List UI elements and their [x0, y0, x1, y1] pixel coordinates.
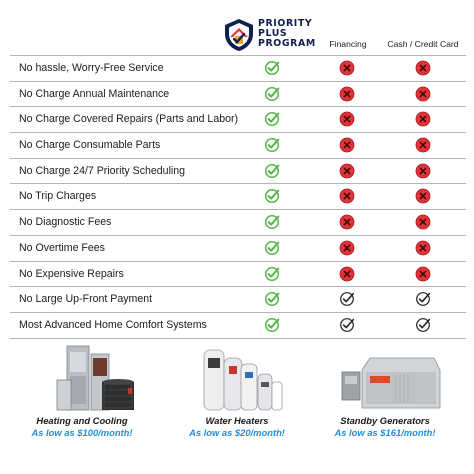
table-row — [10, 236, 466, 262]
x-red-icon — [415, 60, 431, 76]
header — [0, 0, 474, 52]
table-row — [10, 210, 466, 236]
product-name: Heating and Cooling — [36, 415, 128, 426]
feature-label: No Charge Consumable Parts — [19, 139, 161, 152]
check-green-icon — [264, 86, 280, 102]
product-price: As low as $100/month! — [31, 427, 133, 438]
check-green-icon — [264, 317, 280, 333]
x-red-icon — [415, 137, 431, 153]
x-red-icon — [339, 111, 355, 127]
check-outline-icon — [339, 291, 355, 307]
x-red-icon — [415, 266, 431, 282]
x-red-icon — [415, 111, 431, 127]
check-outline-icon — [415, 291, 431, 307]
feature-label: No hassle, Worry-Free Service — [19, 62, 164, 74]
x-red-icon — [339, 240, 355, 256]
product-price: As low as $161/month! — [334, 427, 436, 438]
feature-label: No Overtime Fees — [19, 241, 105, 254]
table-row — [10, 287, 466, 313]
x-red-icon — [339, 60, 355, 76]
check-green-icon — [264, 291, 280, 307]
logo-line-2: PLUS — [258, 28, 288, 39]
x-red-icon — [339, 188, 355, 204]
hvac-units-icon — [7, 344, 157, 414]
table-row — [10, 262, 466, 288]
check-green-icon — [264, 214, 280, 230]
check-green-icon — [264, 137, 280, 153]
x-red-icon — [339, 214, 355, 230]
product-price: As low as $20/month! — [189, 427, 285, 438]
generator-icon — [310, 344, 460, 414]
table-row — [10, 107, 466, 133]
product-name: Standby Generators — [340, 415, 430, 426]
logo-line-3: PROGRAM — [258, 38, 316, 49]
table-row — [10, 184, 466, 210]
x-red-icon — [415, 188, 431, 204]
x-red-icon — [339, 137, 355, 153]
feature-label: No Charge Covered Repairs (Parts and Labor) — [19, 113, 239, 126]
feature-label: No Large Up-Front Payment — [19, 293, 153, 306]
feature-label: No Charge 24/7 Priority Scheduling — [19, 164, 186, 177]
table-row — [10, 133, 466, 159]
table-row — [10, 159, 466, 185]
x-red-icon — [415, 86, 431, 102]
comparison-table — [10, 55, 466, 339]
feature-label: Most Advanced Home Comfort Systems — [19, 318, 207, 331]
x-red-icon — [339, 163, 355, 179]
product-name: Water Heaters — [205, 415, 269, 426]
feature-label: No Trip Charges — [19, 190, 97, 203]
feature-label: No Expensive Repairs — [19, 267, 124, 280]
check-outline-icon — [415, 317, 431, 333]
check-green-icon — [264, 240, 280, 256]
logo-wordmark — [258, 19, 316, 49]
feature-label: No Diagnostic Fees — [19, 216, 112, 229]
feature-label: No Charge Annual Maintenance — [19, 87, 170, 100]
x-red-icon — [415, 214, 431, 230]
x-red-icon — [339, 266, 355, 282]
x-red-icon — [415, 163, 431, 179]
x-red-icon — [415, 240, 431, 256]
check-green-icon — [264, 266, 280, 282]
column-header-financing: Financing — [329, 39, 367, 49]
check-green-icon — [264, 111, 280, 127]
check-green-icon — [264, 163, 280, 179]
table-row — [10, 56, 466, 82]
check-green-icon — [264, 60, 280, 76]
water-heaters-icon — [162, 344, 312, 414]
check-green-icon — [264, 188, 280, 204]
table-row — [10, 82, 466, 108]
check-outline-icon — [339, 317, 355, 333]
column-header-cash-credit: Cash / Credit Card — [387, 39, 459, 49]
x-red-icon — [339, 86, 355, 102]
logo-line-1: PRIORITY — [258, 18, 313, 29]
priority-plus-logo-icon — [222, 18, 256, 52]
table-row — [10, 313, 466, 339]
